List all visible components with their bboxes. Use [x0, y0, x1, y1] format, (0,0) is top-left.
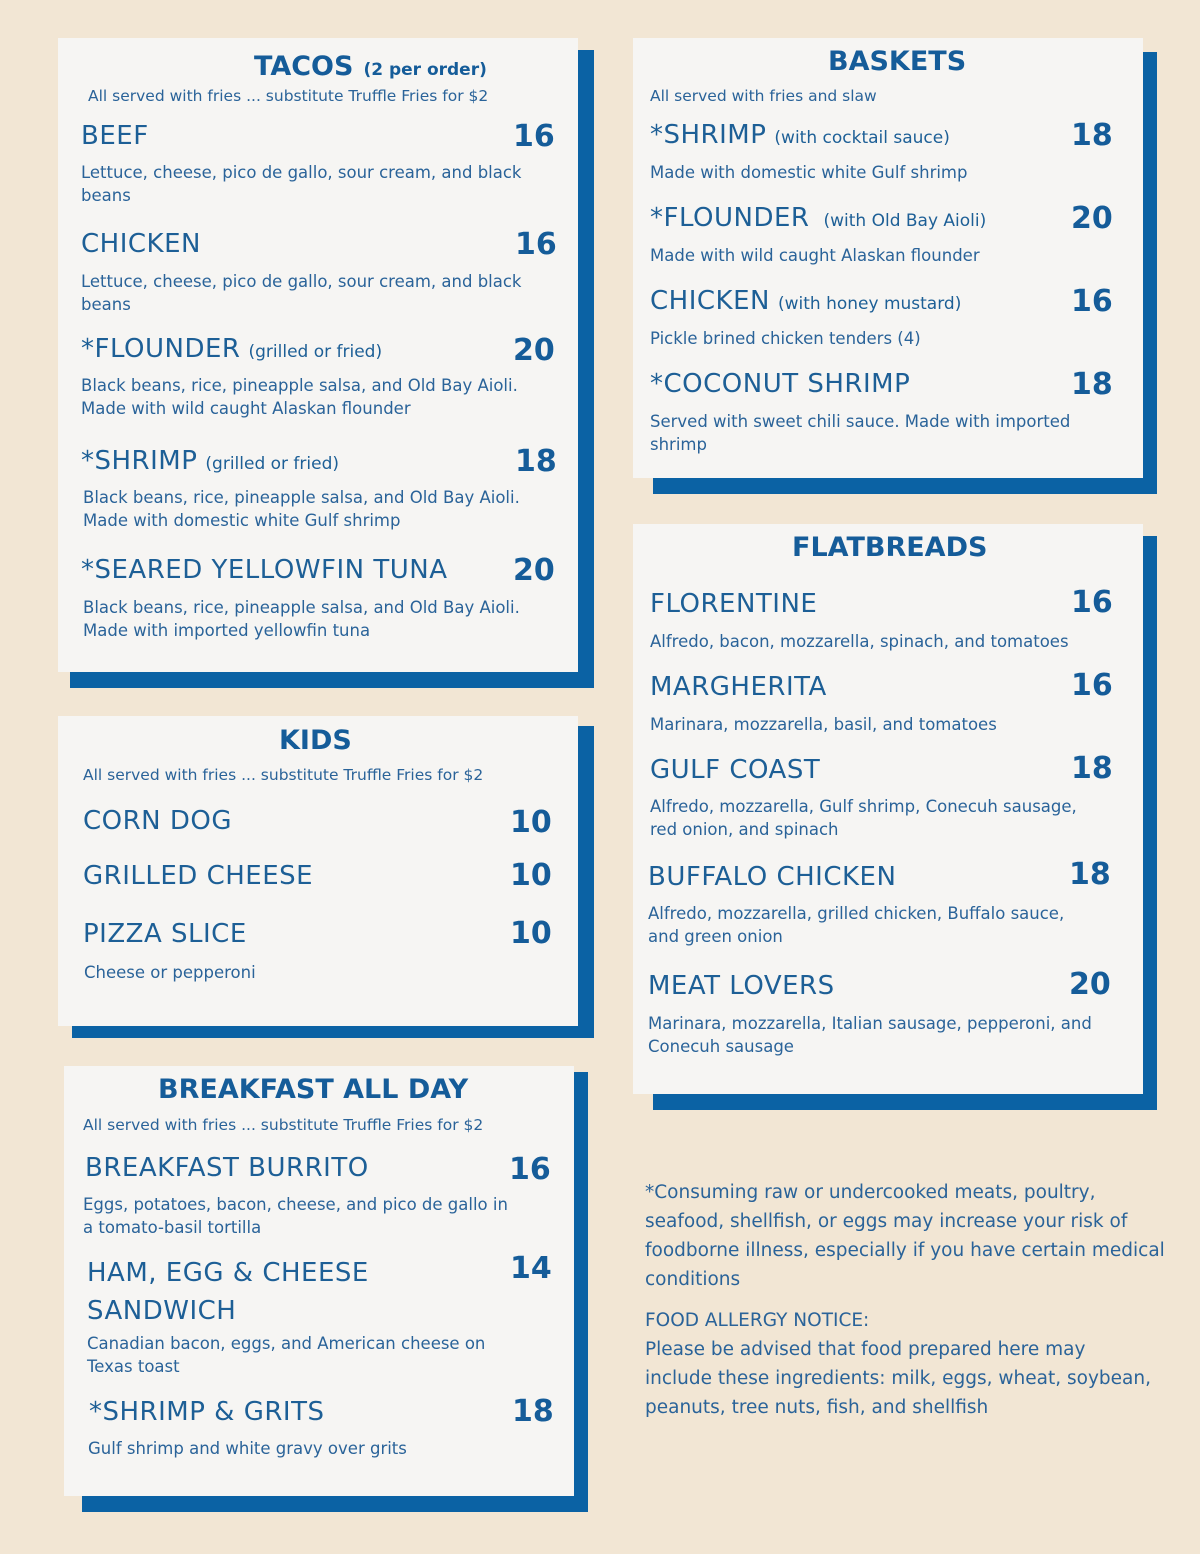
menu-item-name: *SHRIMP & GRITS — [89, 1397, 325, 1427]
breakfast-title: BREAKFAST ALL DAY — [158, 1074, 469, 1105]
menu-item-price: 18 — [1071, 118, 1113, 153]
menu-item-name: *FLOUNDER (with Old Bay Aioli) — [650, 203, 987, 233]
menu-item-name: *SHRIMP (with cocktail sauce) — [650, 120, 950, 150]
tacos-title-text: TACOS — [254, 51, 354, 82]
menu-item-price: 20 — [1069, 967, 1111, 1002]
menu-item-price: 18 — [1069, 857, 1111, 892]
menu-item-name: *COCONUT SHRIMP — [650, 369, 911, 399]
menu-item-desc: Alfredo, bacon, mozzarella, spinach, and tomatoes — [650, 632, 1069, 651]
baskets-section — [633, 38, 1157, 494]
menu-item-price: 18 — [1071, 367, 1113, 402]
menu-item-name: BUFFALO CHICKEN — [648, 862, 897, 892]
menu-item-name: GULF COAST — [650, 755, 821, 785]
menu-item-desc: Eggs, potatoes, bacon, cheese, and pico de gallo in a tomato-basil tortilla — [83, 1195, 508, 1237]
tacos-title-note: (2 per order) — [363, 60, 487, 80]
menu-item-name: FLORENTINE — [650, 589, 818, 619]
menu-item-price: 16 — [515, 227, 557, 262]
menu-item-price: 16 — [509, 1152, 551, 1187]
kids-subtitle: All served with fries ... substitute Truffle Fries for $2 — [83, 766, 484, 784]
menu-item-name: CHICKEN — [81, 229, 201, 259]
flatbreads-section — [633, 524, 1157, 1110]
menu-item-name: HAM, EGG & CHEESE SANDWICH — [87, 1258, 369, 1326]
menu-item-desc: Lettuce, cheese, pico de gallo, sour cream, and black beans — [81, 163, 522, 205]
menu-item-name: CHICKEN (with honey mustard) — [650, 286, 962, 316]
menu-item-price: 20 — [1071, 201, 1113, 236]
tacos-title — [254, 51, 487, 82]
menu-item-desc: Gulf shrimp and white gravy over grits — [88, 1439, 407, 1458]
breakfast-subtitle: All served with fries ... substitute Truffle Fries for $2 — [83, 1116, 484, 1134]
tacos-section — [58, 38, 594, 688]
menu-item-desc: Served with sweet chili sauce. Made with imported shrimp — [650, 412, 1071, 454]
menu-item-price: 18 — [515, 444, 557, 479]
menu-item-name: *FLOUNDER (grilled or fried) — [81, 334, 383, 364]
menu-item-price: 20 — [513, 333, 555, 368]
menu-item-name: MARGHERITA — [650, 672, 827, 702]
menu-item-desc: Marinara, mozzarella, basil, and tomatoes — [650, 715, 997, 734]
menu-item-price: 10 — [510, 916, 552, 951]
menu-item-price: 14 — [510, 1251, 552, 1286]
baskets-subtitle: All served with fries and slaw — [650, 87, 877, 105]
baskets-title: BASKETS — [828, 46, 967, 77]
menu-item-price: 16 — [1071, 284, 1113, 319]
menu-item-desc: Marinara, mozzarella, Italian sausage, pepperoni, and Conecuh sausage — [648, 1014, 1092, 1056]
flatbreads-title: FLATBREADS — [792, 532, 988, 563]
kids-section — [58, 716, 594, 1038]
menu-item-name: BEEF — [81, 121, 149, 151]
menu-item-desc: Pickle brined chicken tenders (4) — [650, 329, 921, 348]
menu-item-price: 10 — [510, 858, 552, 893]
menu-item-name: *SHRIMP (grilled or fried) — [81, 446, 340, 476]
menu-item-price: 18 — [1071, 751, 1113, 786]
menu-item-desc: Made with domestic white Gulf shrimp — [650, 163, 968, 182]
tacos-subtitle: All served with fries ... substitute Truffle Fries for $2 — [88, 87, 489, 105]
menu-item-desc: Cheese or pepperoni — [84, 963, 256, 982]
menu-item-price: 16 — [513, 119, 555, 154]
kids-title: KIDS — [279, 725, 352, 756]
menu-item-desc: Black beans, rice, pineapple salsa, and Old Bay Aioli. Made with domestic white Gulf shrimp — [83, 488, 520, 530]
menu-item-price: 16 — [1071, 668, 1113, 703]
menu-item-name: GRILLED CHEESE — [83, 861, 314, 891]
menu-item-desc: Alfredo, mozzarella, Gulf shrimp, Conecuh sausage, red onion, and spinach — [650, 797, 1077, 839]
allergy-notice-title: FOOD ALLERGY NOTICE: — [645, 1310, 870, 1331]
menu-item-name: PIZZA SLICE — [83, 919, 247, 949]
consumer-warning: *Consuming raw or undercooked meats, poultry, seafood, shellfish, or eggs may increase your risk of foodborne illness, especially if you have certain medical conditions — [645, 1182, 1165, 1290]
menu-item-desc: Canadian bacon, eggs, and American cheese on Texas toast — [87, 1334, 486, 1376]
menu-item-price: 10 — [510, 805, 552, 840]
breakfast-section — [64, 1066, 588, 1512]
menu-item-name: BREAKFAST BURRITO — [85, 1153, 369, 1183]
menu-item-price: 18 — [512, 1394, 554, 1429]
menu-item-name: MEAT LOVERS — [648, 971, 835, 1001]
menu-item-name: CORN DOG — [83, 806, 233, 836]
menu-item-price: 20 — [513, 553, 555, 588]
menu-item-name: *SEARED YELLOWFIN TUNA — [81, 555, 448, 585]
menu-item-desc: Lettuce, cheese, pico de gallo, sour cream, and black beans — [81, 272, 522, 314]
menu-item-desc: Made with wild caught Alaskan flounder — [650, 246, 980, 265]
menu-item-desc: Black beans, rice, pineapple salsa, and Old Bay Aioli. Made with wild caught Alaskan flounder — [81, 376, 518, 418]
menu-item-desc: Black beans, rice, pineapple salsa, and Old Bay Aioli. Made with imported yellowfin tuna — [83, 598, 520, 640]
menu-item-desc: Alfredo, mozzarella, grilled chicken, Buffalo sauce, and green onion — [648, 904, 1065, 946]
menu-item-price: 16 — [1071, 585, 1113, 620]
allergy-notice-text: Please be advised that food prepared here may include these ingredients: milk, eggs, wheat, soybean, peanuts, tree nuts, fish, and shellfish — [645, 1339, 1151, 1418]
